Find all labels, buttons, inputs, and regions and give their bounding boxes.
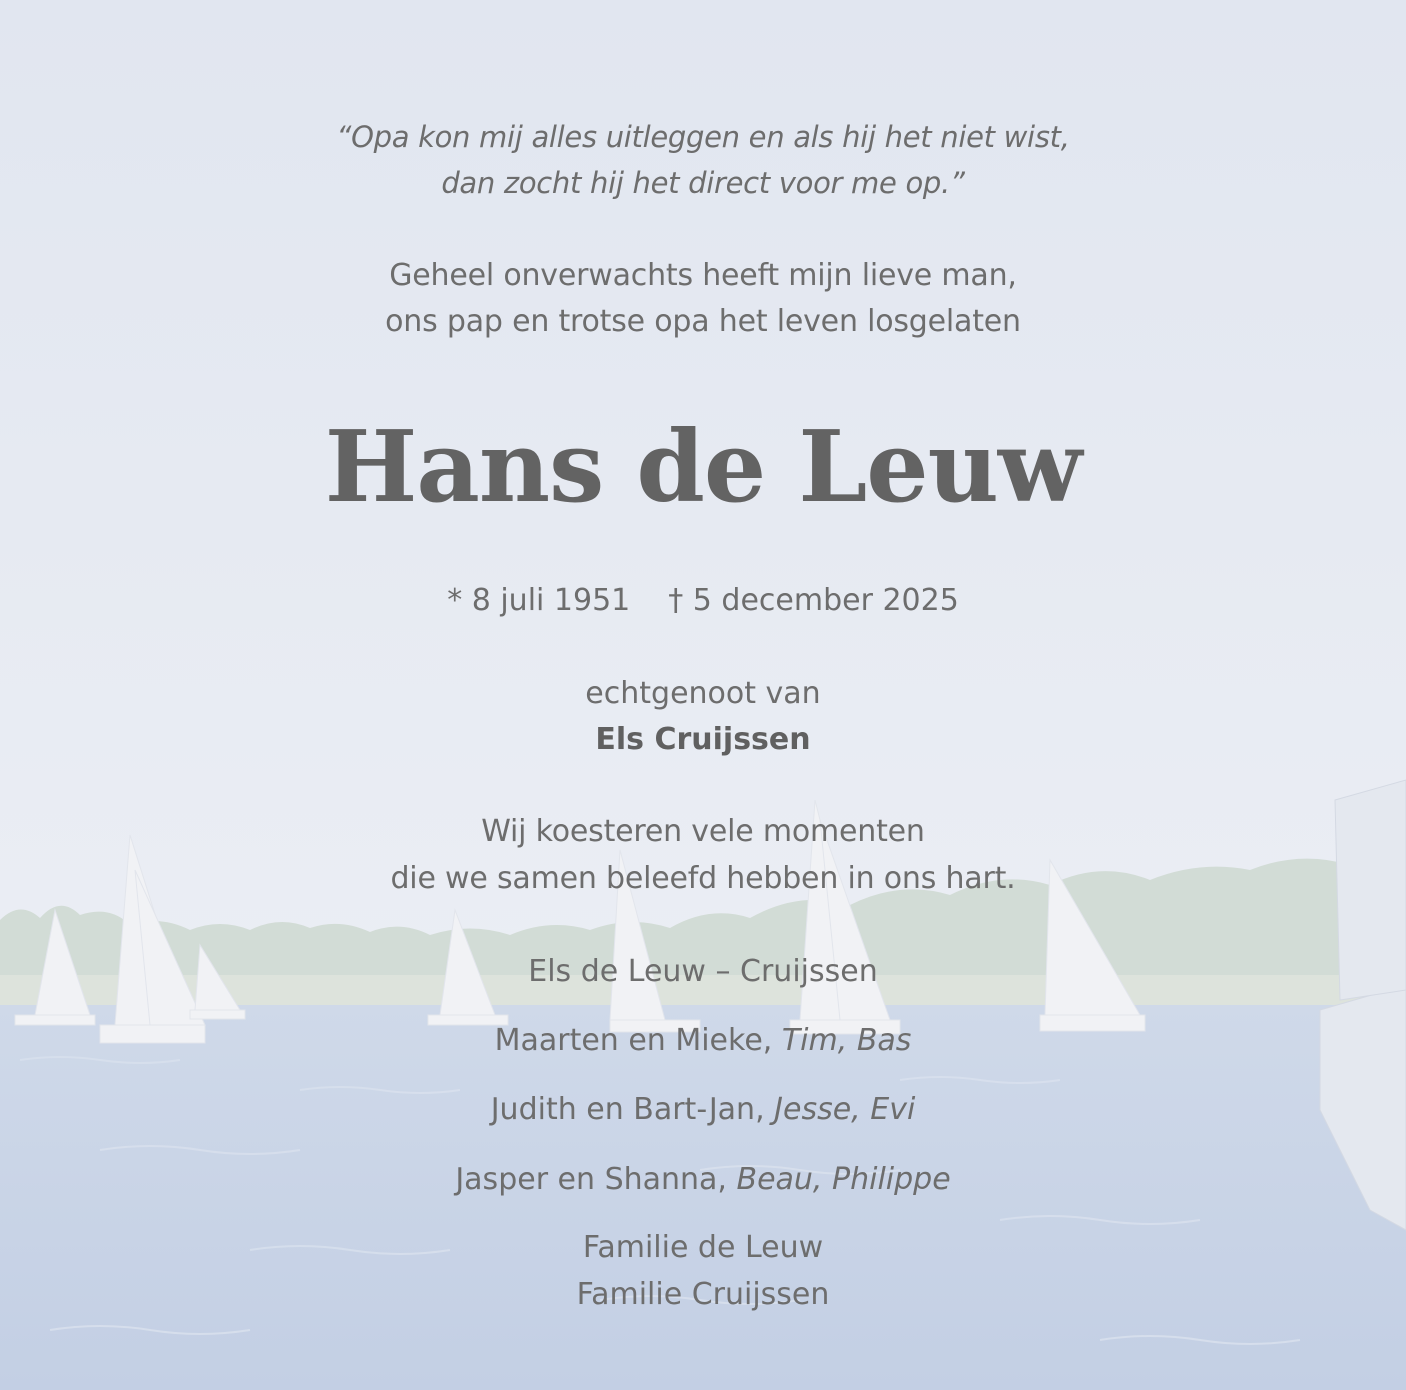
spouse-name: Els Cruijssen bbox=[595, 722, 811, 757]
death-date: † 5 december 2025 bbox=[668, 583, 959, 618]
family-grandchildren: Tim, Bas bbox=[781, 1023, 912, 1058]
memory-line-1: Wij koesteren vele momenten bbox=[481, 814, 925, 849]
family-grandchildren: Jesse, Evi bbox=[774, 1092, 916, 1127]
life-dates bbox=[0, 583, 1406, 618]
family-adults: Jasper en Shanna, bbox=[455, 1162, 737, 1197]
family-line bbox=[0, 1092, 1406, 1127]
deceased-name: Hans de Leuw bbox=[324, 410, 1082, 525]
family-adults: Maarten en Mieke, bbox=[494, 1023, 782, 1058]
family-line bbox=[0, 954, 1406, 989]
family-adults: Judith en Bart-Jan, bbox=[490, 1092, 775, 1127]
family-de-leuw: Familie de Leuw bbox=[582, 1230, 824, 1265]
intro-line-2: ons pap en trotse opa het leven losgelaten bbox=[385, 304, 1021, 339]
family-grandchildren: Beau, Philippe bbox=[736, 1162, 951, 1197]
intro-line-1: Geheel onverwachts heeft mijn lieve man, bbox=[389, 258, 1017, 293]
family-line bbox=[0, 1162, 1406, 1197]
memory-line-2: die we samen beleefd hebben in ons hart. bbox=[390, 861, 1016, 896]
birth-date: * 8 juli 1951 bbox=[447, 583, 631, 618]
quote-line-1: “Opa kon mij alles uitleggen en als hij het niet wist, bbox=[336, 120, 1070, 154]
spouse-label: echtgenoot van bbox=[585, 676, 821, 711]
family-cruijssen: Familie Cruijssen bbox=[576, 1277, 830, 1312]
family-adults: Els de Leuw – Cruijssen bbox=[528, 954, 878, 989]
family-line bbox=[0, 1023, 1406, 1058]
quote-line-2: dan zocht hij het direct voor me op.” bbox=[441, 166, 965, 200]
